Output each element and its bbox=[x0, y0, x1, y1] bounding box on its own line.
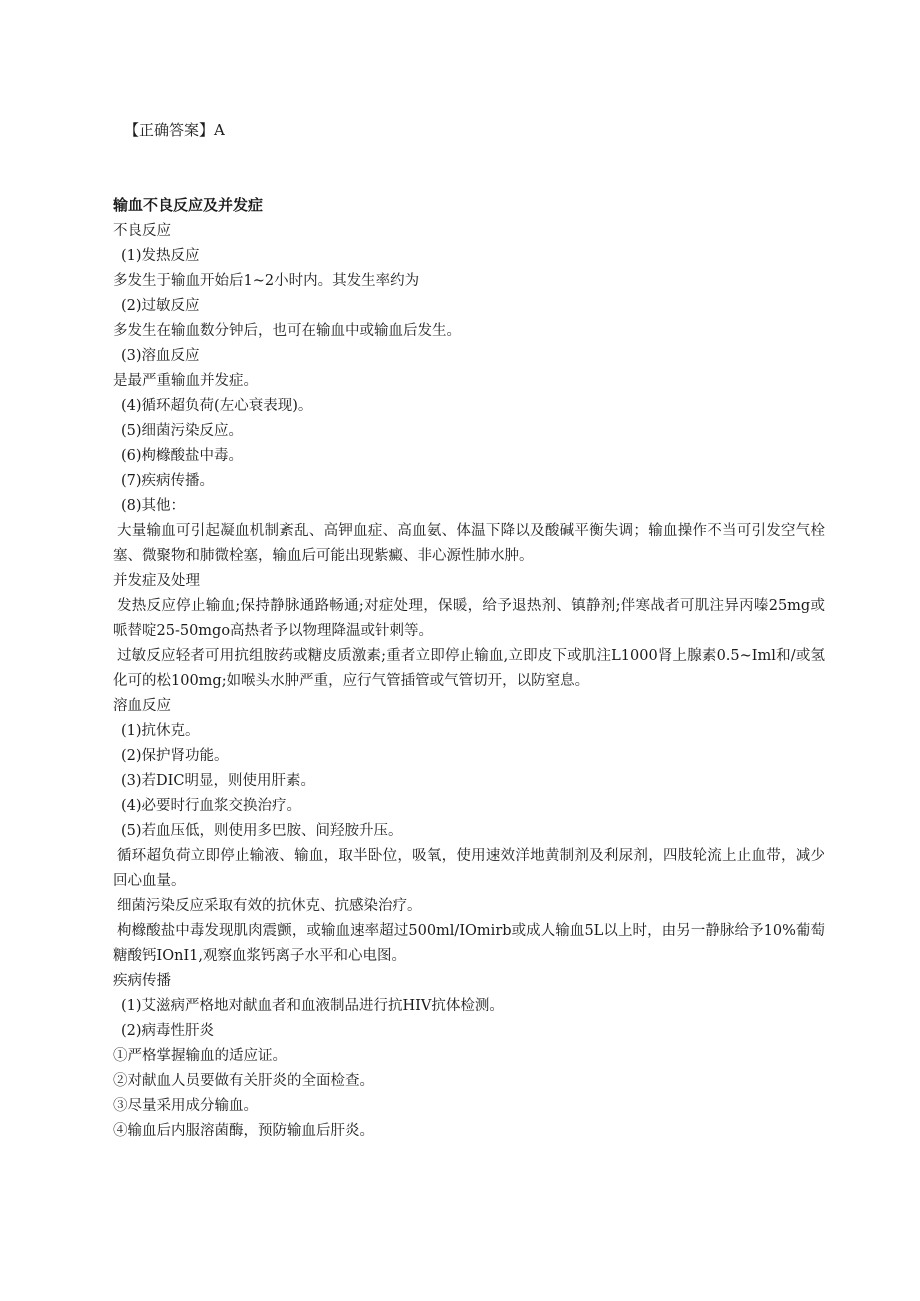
text-line: ③尽量采用成分输血。 bbox=[113, 1098, 258, 1114]
text-line: ①严格掌握输血的适应证。 bbox=[113, 1048, 287, 1064]
text-line: (3)溶血反应 bbox=[121, 348, 200, 364]
text-line: (1)抗休克。 bbox=[121, 723, 200, 739]
text-line: (4)循环超负荷(左心衰表现)。 bbox=[121, 398, 313, 414]
text-line: ④输血后内服溶菌酶，预防输血后肝炎。 bbox=[113, 1123, 374, 1139]
text-line: 是最严重输血并发症。 bbox=[113, 373, 258, 389]
text-line: 大量输血可引起凝血机制紊乱、高钾血症、高血氨、体温下降以及酸碱平衡失调；输血操作不当可引发空气栓塞、微聚物和肺微栓塞，输血后可能出现紫癜、非心源性肺水肿。 bbox=[113, 523, 825, 564]
text-line: 多发生在输血数分钟后，也可在输血中或输血后发生。 bbox=[113, 323, 461, 339]
text-line: 循环超负荷立即停止输液、输血，取半卧位，吸氧，使用速效洋地黄制剂及利尿剂，四肢轮流上止血带，减少回心血量。 bbox=[113, 848, 825, 889]
text-line: (5)细菌污染反应。 bbox=[121, 423, 244, 439]
text-lines bbox=[113, 219, 825, 1144]
text-line: 枸橼酸盐中毒发现肌肉震颤，或输血速率超过500ml/IOmirb或成人输血5L以上时，由另一静脉给予10%葡萄糖酸钙IOnI1,观察血浆钙离子水平和心电图。 bbox=[113, 923, 825, 964]
text-line: (2)病毒性肝炎 bbox=[121, 1023, 215, 1039]
text-line: (5)若血压低，则使用多巴胺、间羟胺升压。 bbox=[121, 823, 403, 839]
text-line: 细菌污染反应采取有效的抗休克、抗感染治疗。 bbox=[117, 898, 422, 914]
text-line: (1)艾滋病严格地对献血者和血液制品进行抗HIV抗体检测。 bbox=[121, 998, 504, 1014]
text-line: (2)过敏反应 bbox=[121, 298, 200, 314]
text-line: (4)必要时行血浆交换治疗。 bbox=[121, 798, 302, 814]
text-line: (1)发热反应 bbox=[121, 248, 200, 264]
text-line: 疾病传播 bbox=[113, 973, 171, 989]
text-line: 多发生于输血开始后1~2小时内。其发生率约为 bbox=[113, 273, 420, 289]
text-line: 不良反应 bbox=[113, 223, 171, 239]
document-body bbox=[113, 193, 825, 1144]
text-line: (3)若DIC明显，则使用肝素。 bbox=[121, 773, 315, 789]
text-line: 发热反应停止输血;保持静脉通路畅通;对症处理，保暖，给予退热剂、镇静剂;伴寒战者可肌注异丙嗪25mg或哌替啶25-50mgo高热者予以物理降温或针刺等。 bbox=[113, 598, 825, 639]
text-line: (7)疾病传播。 bbox=[121, 473, 215, 489]
text-line: 并发症及处理 bbox=[113, 573, 200, 589]
text-line: ②对献血人员要做有关肝炎的全面检查。 bbox=[113, 1073, 374, 1089]
text-line: (6)枸橼酸盐中毒。 bbox=[121, 448, 244, 464]
text-line: 溶血反应 bbox=[113, 698, 171, 714]
correct-answer: 【正确答案】A bbox=[124, 121, 225, 139]
text-line: (2)保护肾功能。 bbox=[121, 748, 229, 764]
section-title: 输血不良反应及并发症 bbox=[113, 196, 264, 214]
text-line: 过敏反应轻者可用抗组胺药或糖皮质激素;重者立即停止输血,立即皮下或肌注L1000肾上腺素0.5~Iml和/或氢化可的松100mg;如喉头水肿严重，应行气管插管或气管切开，以防窒息。 bbox=[113, 648, 825, 689]
text-line: (8)其他： bbox=[121, 498, 186, 514]
